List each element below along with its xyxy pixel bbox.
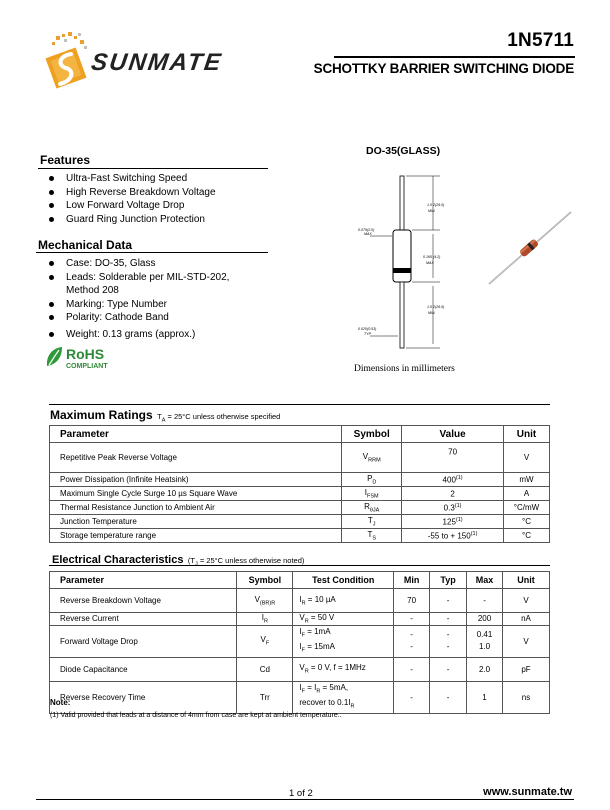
table-header-row: Parameter Symbol Value Unit	[50, 426, 550, 443]
table-row: Forward Voltage Drop $V_F$ $I_F = 1mA$ $I_F = 15mA$ - - - - 0.41 1.0 V	[50, 625, 550, 657]
svg-text:0.079(2.0): 0.079(2.0)	[358, 228, 375, 232]
list-item: Leads: Solderable per MIL-STD-202,	[38, 271, 288, 285]
package-dimension-drawing	[350, 168, 450, 353]
table-row: Reverse Current $I_R$ $V_R = 50$ V - - 200 nA	[50, 613, 550, 626]
list-item: Ultra-Fast Switching Speed	[38, 172, 278, 186]
note-title: Note:	[50, 698, 71, 707]
list-item: Polarity: Cathode Band	[38, 311, 288, 325]
part-number: 1N5711	[507, 30, 574, 51]
table-row: Repetitive Peak Reverse Voltage $V_{RRM}$ 70 V	[50, 443, 550, 473]
svg-text:0.165 (4.2): 0.165 (4.2)	[423, 255, 441, 259]
svg-text:1.0 2(26.0): 1.0 2(26.0)	[427, 203, 445, 207]
table-row: Junction Temperature $T_J$ 125$^{(1)}$ °C	[50, 515, 550, 529]
mechanical-rule	[36, 252, 268, 253]
svg-text:MAX: MAX	[364, 232, 372, 236]
table-row: Power Dissipation (Infinite Heatsink) $P_D$ 400$^{(1)}$ mW	[50, 473, 550, 487]
features-title: Features	[40, 153, 91, 167]
note-item: (1) Valid provided that leads at a distance of 4mm from case are kept at ambient temperature..	[50, 712, 342, 719]
max-ratings-table	[49, 425, 550, 543]
list-item: Weight: 0.13 grams (approx.)	[38, 328, 288, 342]
rohs-logo	[44, 344, 124, 370]
svg-text:RoHS: RoHS	[66, 346, 105, 362]
svg-text:MAX: MAX	[426, 261, 434, 265]
list-item: Case: DO-35, Glass	[38, 257, 288, 271]
svg-text:COMPLIANT: COMPLIANT	[66, 363, 108, 370]
device-description: SCHOTTKY BARRIER SWITCHING DIODE	[313, 61, 574, 76]
features-rule	[38, 168, 268, 169]
table-row: Reverse Breakdown Voltage $V_{(BR)R}$ $I_R = 10$ µA 70 - - V	[50, 589, 550, 613]
mechanical-list	[38, 257, 288, 341]
table-row: Reverse Recovery Time Trr $I_F = I_R = 5mA$, recover to $0.1I_R$ - - 1 ns	[50, 681, 550, 713]
list-item: Marking: Type Number	[38, 298, 288, 312]
dimensions-caption: Dimensions in millimeters	[354, 364, 455, 374]
svg-text:0.020(0.53): 0.020(0.53)	[358, 327, 377, 331]
page-number: 1 of 2	[289, 788, 313, 799]
svg-text:TYP: TYP	[364, 332, 371, 336]
footer-rule	[36, 799, 574, 800]
svg-text:SUNMATE: SUNMATE	[89, 49, 225, 76]
electrical-heading: Electrical Characteristics ($T_J = 25^\circ C$ unless otherwise noted)	[52, 554, 305, 568]
header-rule	[334, 56, 575, 58]
svg-text:MIN: MIN	[428, 311, 435, 315]
svg-text:1.0 2(26.0): 1.0 2(26.0)	[427, 305, 445, 309]
mechanical-title: Mechanical Data	[38, 238, 133, 252]
max-ratings-heading: Maximum Ratings $T_A = 25^\circ C$ unless otherwise specified	[50, 408, 281, 424]
table-header-row: Parameter Symbol Test Condition Min Typ Max Unit	[50, 572, 550, 589]
table-row: Maximum Single Cycle Surge 10 µs Square Wave $I_{FSM}$ 2 A	[50, 487, 550, 501]
list-item: Method 208	[66, 285, 119, 296]
list-item: Guard Ring Junction Protection	[38, 213, 278, 227]
max-ratings-rule	[49, 404, 550, 405]
features-list	[38, 172, 278, 226]
svg-text:MIN: MIN	[428, 209, 435, 213]
company-logo	[36, 30, 226, 96]
package-title: DO-35(GLASS)	[366, 145, 441, 157]
electrical-rule	[49, 565, 550, 566]
diode-photo	[485, 208, 575, 288]
table-row: Thermal Resistance Junction to Ambient Air $R_{\theta JA}$ 0.3$^{(1)}$ °C/mW	[50, 501, 550, 515]
website-link[interactable]: www.sunmate.tw	[483, 786, 572, 798]
table-row: Diode Capacitance Cd $V_R = 0$ V, f = 1MHz - - 2.0 pF	[50, 657, 550, 681]
list-item: High Reverse Breakdown Voltage	[38, 186, 278, 200]
table-row: Storage temperature range $T_S$ -55 to + $150^{(1)}$ °C	[50, 529, 550, 543]
electrical-table	[49, 571, 550, 714]
list-item: Low Forward Voltage Drop	[38, 199, 278, 213]
